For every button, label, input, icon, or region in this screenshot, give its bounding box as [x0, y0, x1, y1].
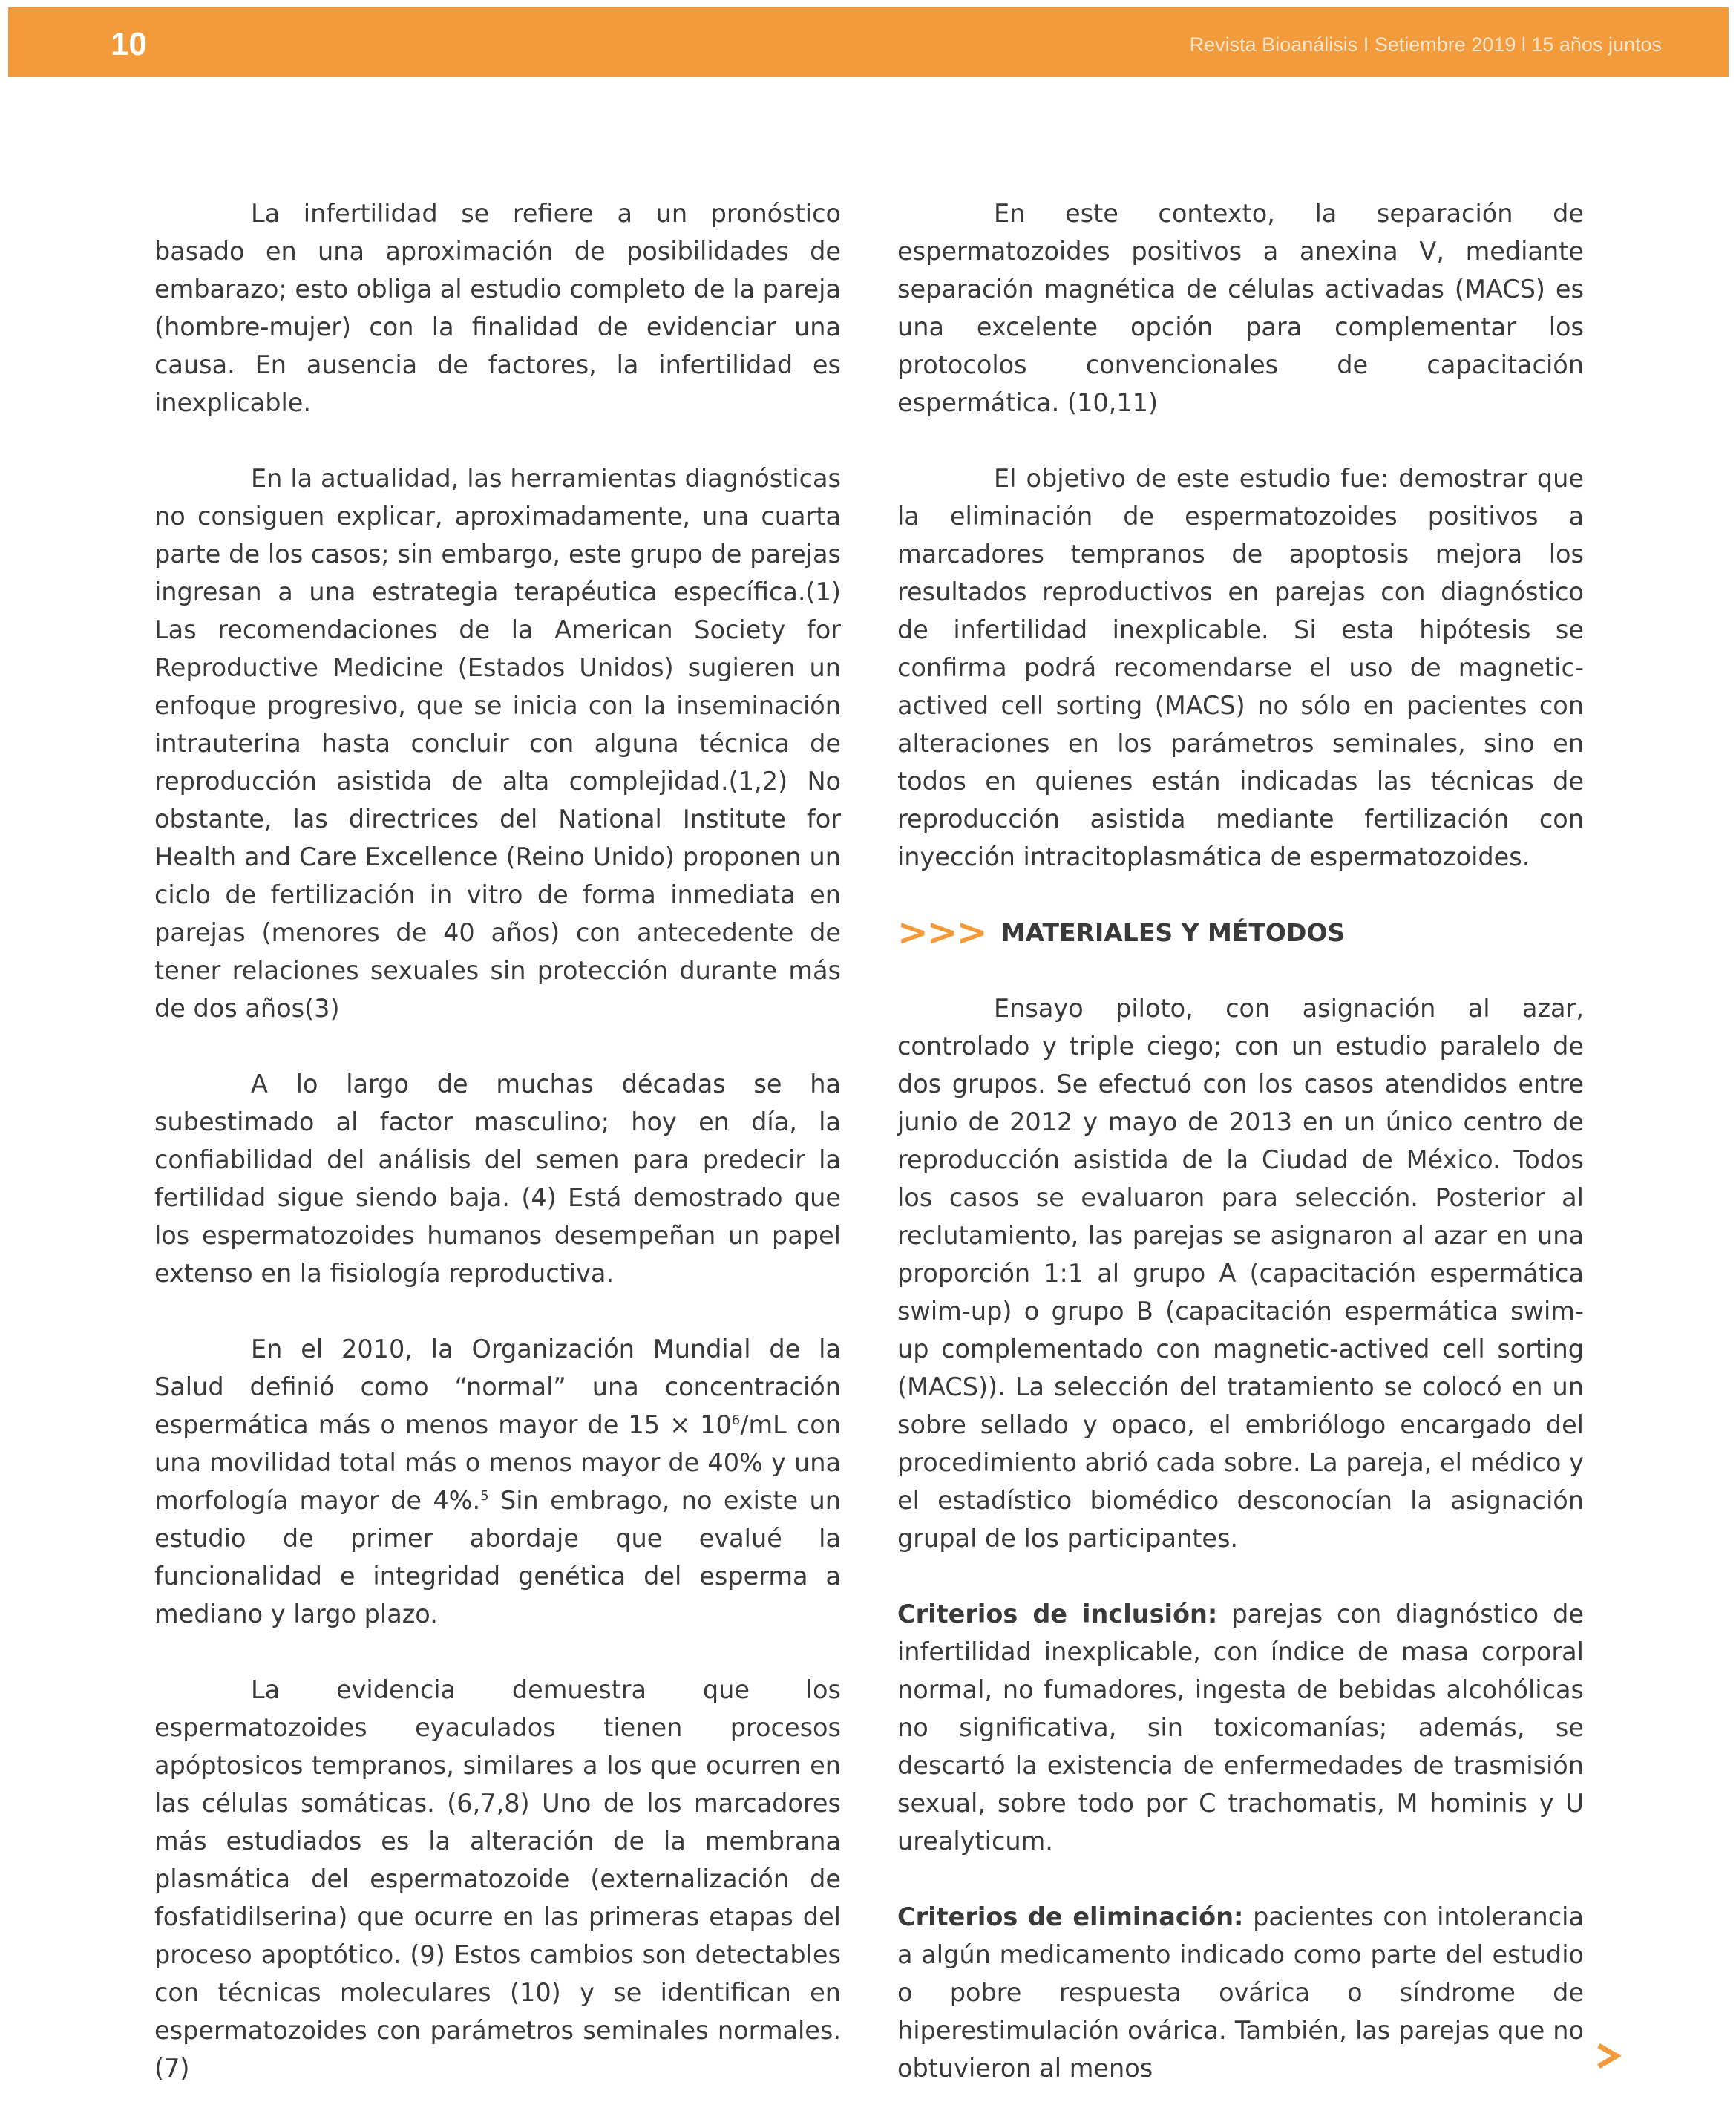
who-text-3: Sin embrago, no existe un estudio de primer abordaje que evalué la funcionalidad e integridad genética del esperma a mediano y largo plazo. [154, 1486, 842, 1628]
reference-number: 5 [480, 1487, 489, 1504]
page-header-bar [8, 7, 1729, 77]
right-column [897, 194, 1584, 2125]
who-text-2: /mL con una movilidad total más o menos mayor de 40% y una morfología mayor de 4%. [154, 1410, 841, 1515]
triple-chevron-icon: >>> [897, 911, 986, 954]
running-header: Revista Bioanálisis I Setiembre 2019 l 15 años juntos [1189, 33, 1662, 56]
elimination-criteria-label: Criterios de eliminación: [897, 1902, 1244, 1931]
elimination-criteria-text: pacientes con intolerancia a algún medicamento indicado como parte del estudio o pobre respuesta ovárica o síndrome de hiperestimulación ovárica. También, las parejas que no obtuvieron al menos [897, 1902, 1584, 2083]
paragraph-macs-context: En este contexto, la separación de espermatozoides positivos a anexina V, mediante separación magnética de células activadas (MACS) es una excelente opción para complementar los protocolos convencionales de capacitación espermática. (10,11) [897, 199, 1584, 417]
left-column [154, 194, 841, 2125]
section-heading-text: MATERIALES Y MÉTODOS [1000, 918, 1346, 947]
paragraph-apoptosis-evidence: La evidencia demuestra que los espermatozoides eyaculados tienen procesos apóptosicos tempranos, similares a los que ocurren en las células somáticas. (6,7,8) Uno de los marcadores más estudiados es la alteración de la membrana plasmática del espermatozoide (externalización de fosfatidilserina) que ocurre en las primeras etapas del proceso apoptótico. (9) Estos cambios son detectables con técnicas moleculares (10) y se identifican en espermatozoides con parámetros seminales normales. (7) [154, 1675, 841, 2083]
paragraph-inclusion-criteria [897, 1595, 1584, 1860]
exponent: 6 [731, 1412, 741, 1428]
paragraph-who-2010 [154, 1330, 841, 1633]
paragraph-study-objective: El objetivo de este estudio fue: demostrar que la eliminación de espermatozoides positivos a marcadores tempranos de apoptosis mejora los resultados reproductivos en parejas con diagnóstico de infertilidad inexplicable. Si esta hipótesis se confirma podrá recomendarse el uso de magnetic-actived cell sorting (MACS) no sólo en pacientes con alteraciones en los parámetros seminales, sino en todos en quienes están indicadas las técnicas de reproducción asistida mediante fertilización con inyección intracitoplasmática de espermatozoides. [897, 464, 1584, 871]
who-text-1: En el 2010, la Organización Mundial de la Salud definió como “normal” una concentración espermática más o menos mayor de 15 × 10 [154, 1335, 841, 1439]
page-number: 10 [111, 26, 147, 62]
inclusion-criteria-label: Criterios de inclusión: [897, 1600, 1218, 1628]
paragraph-male-factor: A lo largo de muchas décadas se ha subestimado al factor masculino; hoy en día, la confiabilidad del análisis del semen para predecir la fertilidad sigue siendo baja. (4) Está demostrado que los espermatozoides humanos desempeñan un papel extenso en la fisiología reproductiva. [154, 1070, 841, 1288]
section-heading-methods [897, 911, 1584, 954]
inclusion-criteria-text: parejas con diagnóstico de infertilidad inexplicable, con índice de masa corporal normal, no fumadores, ingesta de bebidas alcohólicas no significativa, sin toxicomanías; además, se descartó la existencia de enfermedades de trasmisión sexual, sobre todo por C trachomatis, M hominis y U urealyticum. [897, 1600, 1585, 1856]
paragraph-elimination-criteria [897, 1898, 1584, 2087]
paragraph-infertility-definition: La infertilidad se refiere a un pronóstico basado en una aproximación de posibilidades de embarazo; esto obliga al estudio completo de la pareja (hombre-mujer) con la finalidad de evidenciar una causa. En ausencia de factores, la infertilidad es inexplicable. [154, 199, 841, 417]
paragraph-study-design: Ensayo piloto, con asignación al azar, controlado y triple ciego; con un estudio paralelo de dos grupos. Se efectuó con los casos atendidos entre junio de 2012 y mayo de 2013 en un único centro de reproducción asistida de la Ciudad de México. Todos los casos se evaluaron para selección. Posterior al reclutamiento, las parejas se asignaron al azar en una proporción 1:1 al grupo A (capacitación espermática swim-up) o grupo B (capacitación espermática swim-up complementado con magnetic-actived cell sorting (MACS)). La selección del tratamiento se colocó en un sobre sellado y opaco, el embriólogo encargado del procedimiento abrió cada sobre. La pareja, el médico y el estadístico biomédico desconocían la asignación grupal de los participantes. [897, 994, 1584, 1553]
paragraph-diagnostic-tools: En la actualidad, las herramientas diagnósticas no consiguen explicar, aproximadamente, una cuarta parte de los casos; sin embargo, este grupo de parejas ingresan a una estrategia terapéutica específica.(1) Las recomendaciones de la American Society for Reproductive Medicine (Estados Unidos) sugieren un enfoque progresivo, que se inicia con la inseminación intrauterina hasta concluir con alguna técnica de reproducción asistida de alta complejidad.(1,2) No obstante, las directrices del National Institute for Health and Care Excellence (Reino Unido) proponen un ciclo de fertilización in vitro de forma inmediata en parejas (menores de 40 años) con antecedente de tener relaciones sexuales sin protección durante más de dos años(3) [154, 464, 841, 1023]
chevron-right-icon [1593, 2041, 1622, 2071]
